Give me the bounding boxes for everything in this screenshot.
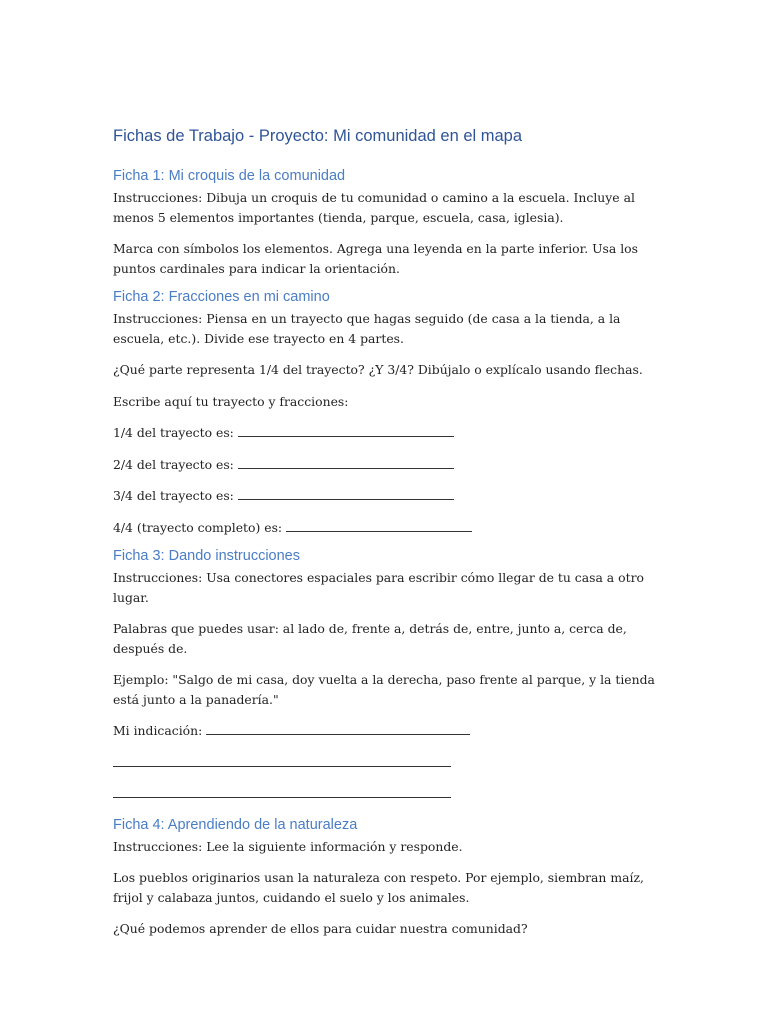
worksheet-section-3	[113, 546, 658, 804]
document-title: Fichas de Trabajo - Proyecto: Mi comunidad en el mapa	[113, 127, 523, 145]
instructions-paragraph: Instrucciones: Usa conectores espaciales para escribir cómo llegar de tu casa a otro lugar.	[113, 570, 644, 605]
section-heading: Ficha 3: Dando instrucciones	[113, 548, 300, 564]
fill-in-label: 2/4 del trayecto es:	[113, 456, 234, 472]
worksheet-section-2	[113, 287, 658, 537]
worksheet-page	[113, 124, 658, 951]
fill-in-row	[113, 455, 658, 475]
body-paragraph: Marca con símbolos los elementos. Agrega una leyenda en la parte inferior. Usa los puntos cardinales para indicar la orientación.	[113, 241, 638, 276]
worksheet-section-4	[113, 815, 658, 939]
answer-blank[interactable]	[238, 486, 454, 500]
fill-in-row	[113, 486, 658, 506]
answer-line-row	[113, 784, 658, 804]
answer-line-row	[113, 753, 658, 773]
instructions-paragraph: Instrucciones: Lee la siguiente información y responde.	[113, 838, 463, 854]
fill-in-label: 1/4 del trayecto es:	[113, 425, 234, 440]
instructions-paragraph: Instrucciones: Piensa en un trayecto que hagas seguido (de casa a la tienda, a la escuela, etc.). Divide ese trayecto en 4 partes.	[113, 311, 621, 346]
body-paragraph: Palabras que puedes usar: al lado de, frente a, detrás de, entre, junto a, cerca de, después de.	[113, 621, 627, 656]
section-heading: Ficha 4: Aprendiendo de la naturaleza	[113, 816, 358, 833]
worksheet-section-1	[113, 166, 658, 278]
answer-blank[interactable]	[206, 721, 470, 735]
body-paragraph: Escribe aquí tu trayecto y fracciones:	[113, 393, 349, 409]
answer-blank[interactable]	[238, 455, 454, 469]
fill-in-row	[113, 721, 658, 741]
answer-blank[interactable]	[113, 784, 451, 798]
example-paragraph: Ejemplo: "Salgo de mi casa, doy vuelta a la derecha, paso frente al parque, y la tienda está junto a la panadería."	[113, 672, 655, 707]
answer-blank[interactable]	[286, 518, 472, 532]
fill-in-row	[113, 518, 658, 538]
fill-in-row	[113, 423, 658, 443]
fill-in-label: Mi indicación:	[113, 723, 203, 738]
answer-blank[interactable]	[238, 423, 454, 437]
answer-blank[interactable]	[113, 753, 451, 767]
section-heading: Ficha 1: Mi croquis de la comunidad	[113, 168, 346, 184]
fill-in-label: 3/4 del trayecto es:	[113, 488, 234, 503]
fill-in-label: 4/4 (trayecto completo) es:	[113, 519, 283, 535]
body-paragraph: ¿Qué parte representa 1/4 del trayecto? ¿Y 3/4? Dibújalo o explícalo usando flechas.	[113, 362, 643, 377]
section-heading: Ficha 2: Fracciones en mi camino	[113, 289, 330, 305]
body-paragraph: Los pueblos originarios usan la naturaleza con respeto. Por ejemplo, siembran maíz, frijol y calabaza juntos, cuidando el suelo y los animales.	[113, 870, 644, 905]
question-paragraph: ¿Qué podemos aprender de ellos para cuidar nuestra comunidad?	[113, 921, 528, 936]
instructions-paragraph: Instrucciones: Dibuja un croquis de tu comunidad o camino a la escuela. Incluye al menos 5 elementos importantes (tienda, parque, escuela, casa, iglesia).	[113, 190, 635, 225]
